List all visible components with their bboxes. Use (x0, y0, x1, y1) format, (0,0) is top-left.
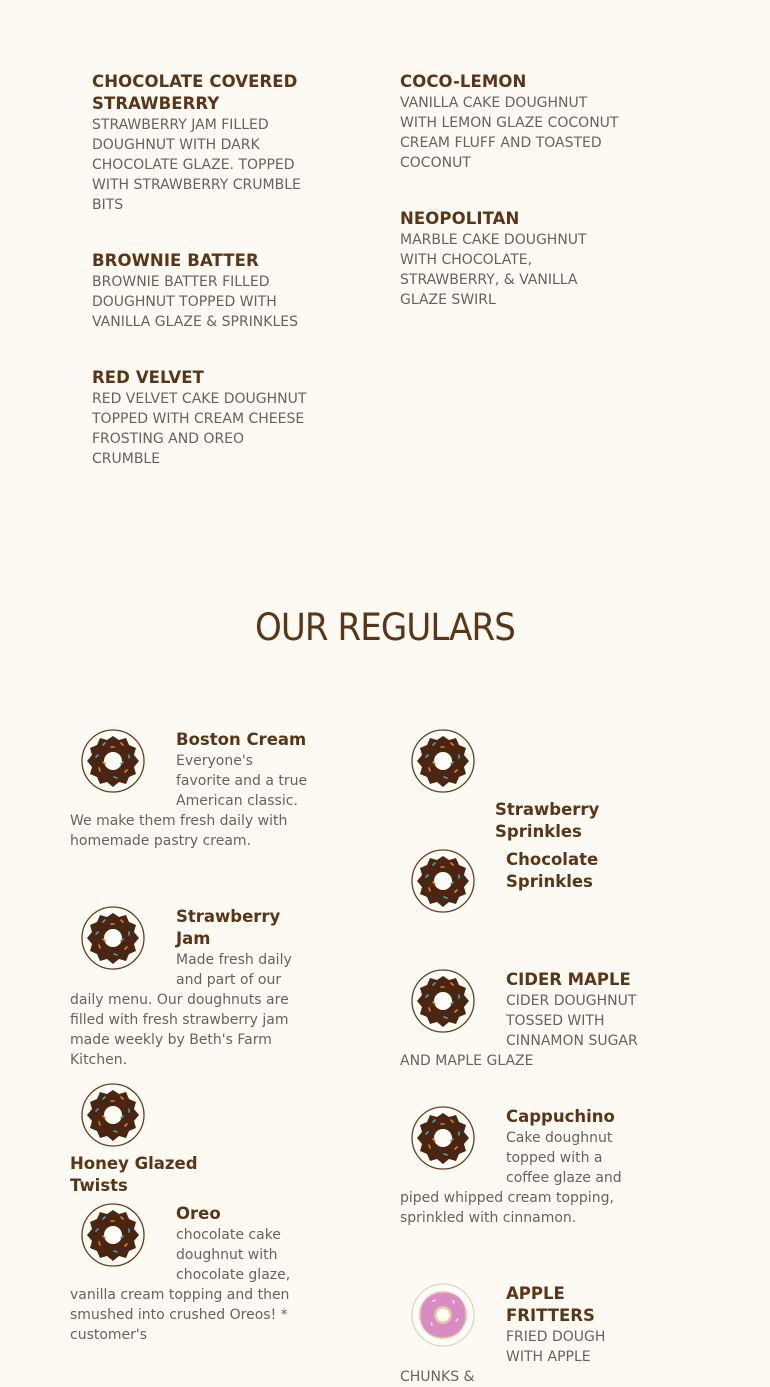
regular-item-name: Honey Glazed Twists (70, 1154, 198, 1195)
regular-item (400, 1283, 640, 1387)
regular-item (70, 906, 310, 1070)
chocolate-doughnut-icon (411, 729, 475, 793)
chocolate-doughnut-icon (411, 849, 475, 913)
chocolate-doughnut-icon (81, 1083, 145, 1147)
regular-item-desc: Everyone's favorite and a true American classic. We make them fresh daily with homemade pastry cream. (70, 753, 308, 849)
regular-item-name: Strawberry Sprinkles (495, 800, 600, 841)
chocolate-doughnut-icon (81, 906, 145, 970)
special-item (400, 71, 625, 173)
special-item-desc: RED VELVET CAKE DOUGHNUT TOPPED WITH CREAM CHEESE FROSTING AND OREO CRUMBLE (92, 391, 307, 467)
regular-item-name: Cappuchino (506, 1107, 615, 1126)
special-item-desc: MARBLE CAKE DOUGHNUT WITH CHOCOLATE, STRAWBERRY, & VANILLA GLAZE SWIRL (400, 232, 587, 308)
regular-item-name: Oreo (176, 1204, 221, 1223)
special-item-name: RED VELVET (92, 368, 204, 387)
regular-item (70, 729, 310, 851)
special-item-desc: BROWNIE BATTER FILLED DOUGHNUT TOPPED WITH VANILLA GLAZE & SPRINKLES (92, 274, 298, 330)
regulars-section-title: OUR REGULARS (255, 606, 515, 649)
regular-item (70, 1203, 310, 1345)
regular-item (400, 849, 640, 919)
special-item-name: BROWNIE BATTER (92, 251, 259, 270)
special-item-name: COCO-LEMON (400, 72, 527, 91)
chocolate-doughnut-icon (81, 1203, 145, 1267)
regular-item-desc: Cake doughnut topped with a coffee glaze and piped whipped cream topping, sprinkled with cinnamon. (400, 1130, 622, 1226)
regular-item-desc: chocolate cake doughnut with chocolate glaze, vanilla cream topping and then smushed into crushed Oreos! * customer's (70, 1227, 291, 1343)
regular-item-name: Chocolate Sprinkles (506, 850, 599, 891)
special-item (400, 208, 600, 310)
regular-item-desc: FRIED DOUGH WITH APPLE CHUNKS & (400, 1329, 606, 1385)
regular-item (400, 1106, 640, 1228)
regular-item (400, 969, 640, 1071)
regular-item (400, 729, 640, 843)
chocolate-doughnut-icon (81, 729, 145, 793)
special-item (92, 71, 307, 215)
chocolate-doughnut-icon (411, 969, 475, 1033)
special-item (92, 367, 307, 469)
regular-item (70, 1083, 310, 1197)
special-item-name: CHOCOLATE COVERED STRAWBERRY (92, 72, 298, 113)
special-item-name: NEOPOLITAN (400, 209, 520, 228)
regular-item-name: APPLE FRITTERS (506, 1284, 595, 1325)
regular-item-name: Strawberry Jam (176, 907, 281, 948)
regular-item-desc: Made fresh daily and part of our daily menu. Our doughnuts are filled with fresh strawberry jam made weekly by Beth's Farm Kitchen. (70, 952, 292, 1068)
chocolate-doughnut-icon (411, 1106, 475, 1170)
special-item-desc: VANILLA CAKE DOUGHNUT WITH LEMON GLAZE COCONUT CREAM FLUFF AND TOASTED COCONUT (400, 95, 619, 171)
special-item-desc: STRAWBERRY JAM FILLED DOUGHNUT WITH DARK CHOCOLATE GLAZE. TOPPED WITH STRAWBERRY CRUMBLE BITS (92, 117, 301, 213)
regular-item-desc: CIDER DOUGHNUT TOSSED WITH CINNAMON SUGAR AND MAPLE GLAZE (400, 993, 638, 1069)
regular-item-name: Boston Cream (176, 730, 307, 749)
special-item (92, 250, 307, 332)
regular-item-name: CIDER MAPLE (506, 970, 631, 989)
pink-doughnut-icon (411, 1283, 475, 1347)
